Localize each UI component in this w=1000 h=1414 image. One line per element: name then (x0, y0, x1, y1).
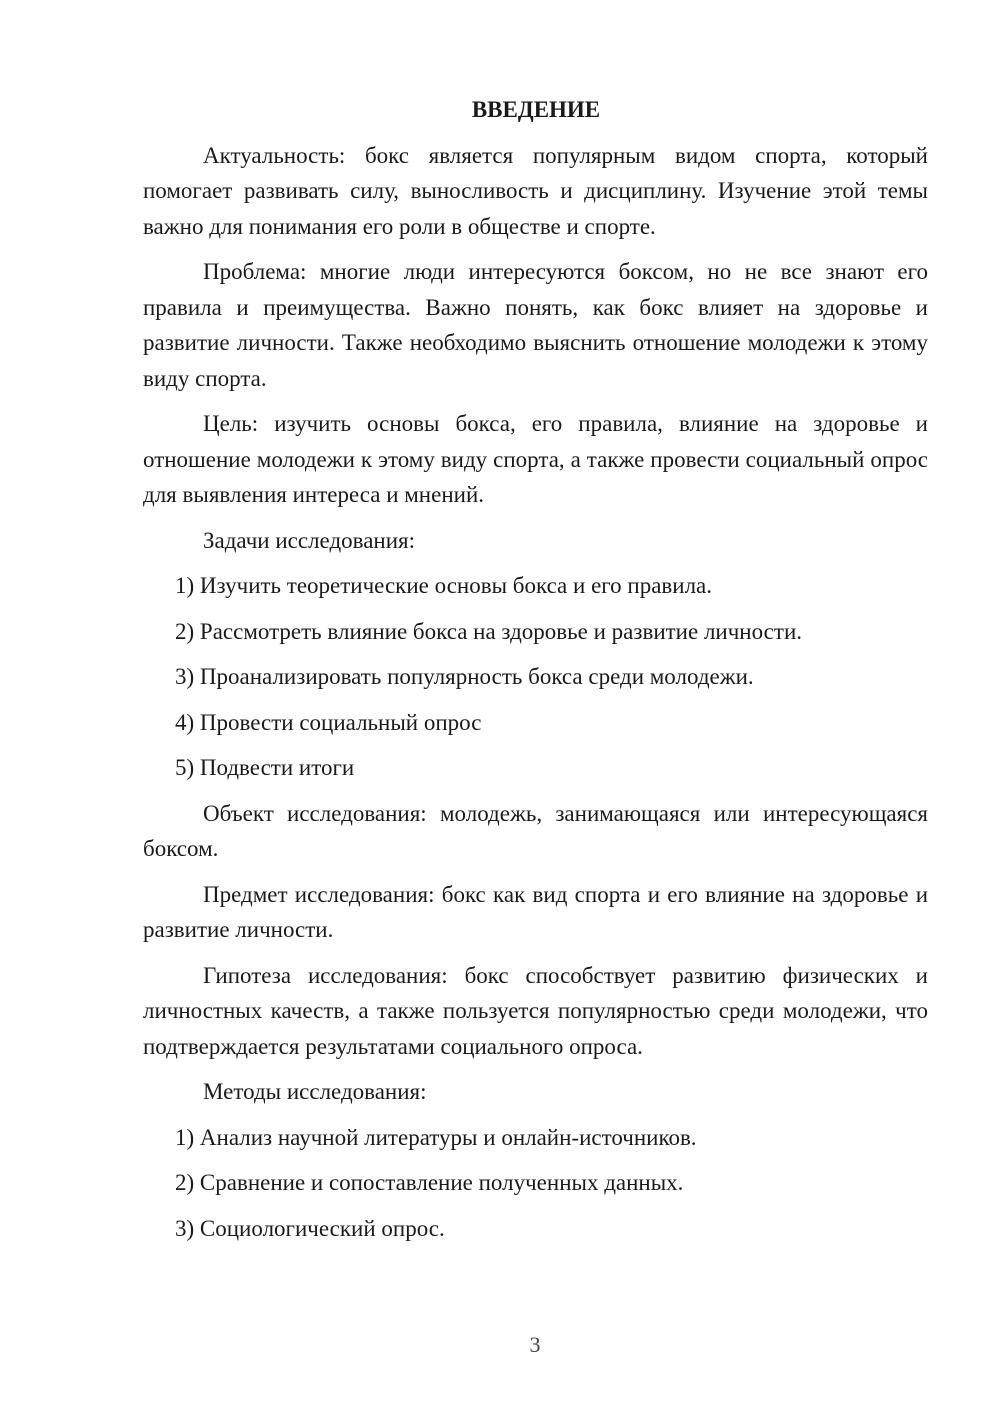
tasks-heading: Задачи исследования: (203, 527, 416, 553)
object-paragraph: Объект исследования: молодежь, занимающаяся или интересующаяся боксом. (143, 800, 928, 861)
goal-paragraph: Цель: изучить основы бокса, его правила, влияние на здоровье и отношение молодежи к этому виду спорта, а также провести социальный опрос для выявления интереса и мнений. (143, 411, 928, 507)
list-item: 1) Анализ научной литературы и онлайн-источников. (175, 1124, 697, 1150)
problem-paragraph: Проблема: многие люди интересуются боксом, но не все знают его правила и преимущества. Важно понять, как бокс влияет на здоровье и развитие личности. Также необходимо выяснить отношение молодежи к этому виду спорта. (143, 259, 928, 391)
hypothesis-paragraph: Гипотеза исследования: бокс способствует развитию физических и личностных качеств, а также пользуется популярностью среди молодежи, что подтверждается результатами социального опроса. (143, 962, 928, 1059)
list-item: 3) Социологический опрос. (175, 1215, 445, 1241)
list-item: 1) Изучить теоретические основы бокса и его правила. (175, 573, 713, 598)
list-item: 2) Сравнение и сопоставление полученных данных. (175, 1170, 684, 1195)
tasks-list (143, 568, 928, 786)
methods-heading: Методы исследования: (203, 1079, 427, 1104)
relevance-paragraph: Актуальность: бокс является популярным видом спорта, который помогает развивать силу, выносливость и дисциплину. Изучение этой темы важно для понимания его роли в обществе и спорте. (143, 142, 928, 239)
page-number: 3 (529, 1332, 541, 1357)
list-item: 5) Подвести итоги (175, 755, 355, 780)
methods-list (143, 1120, 928, 1247)
section-title: ВВЕДЕНИЕ (471, 97, 601, 122)
subject-paragraph: Предмет исследования: бокс как вид спорта и его влияние на здоровье и развитие личности. (143, 881, 928, 942)
list-item: 4) Провести социальный опрос (175, 709, 482, 735)
list-item: 3) Проанализировать популярность бокса среди молодежи. (175, 664, 754, 689)
list-item: 2) Рассмотреть влияние бокса на здоровье и развитие личности. (175, 618, 802, 644)
document-page (143, 92, 928, 1256)
